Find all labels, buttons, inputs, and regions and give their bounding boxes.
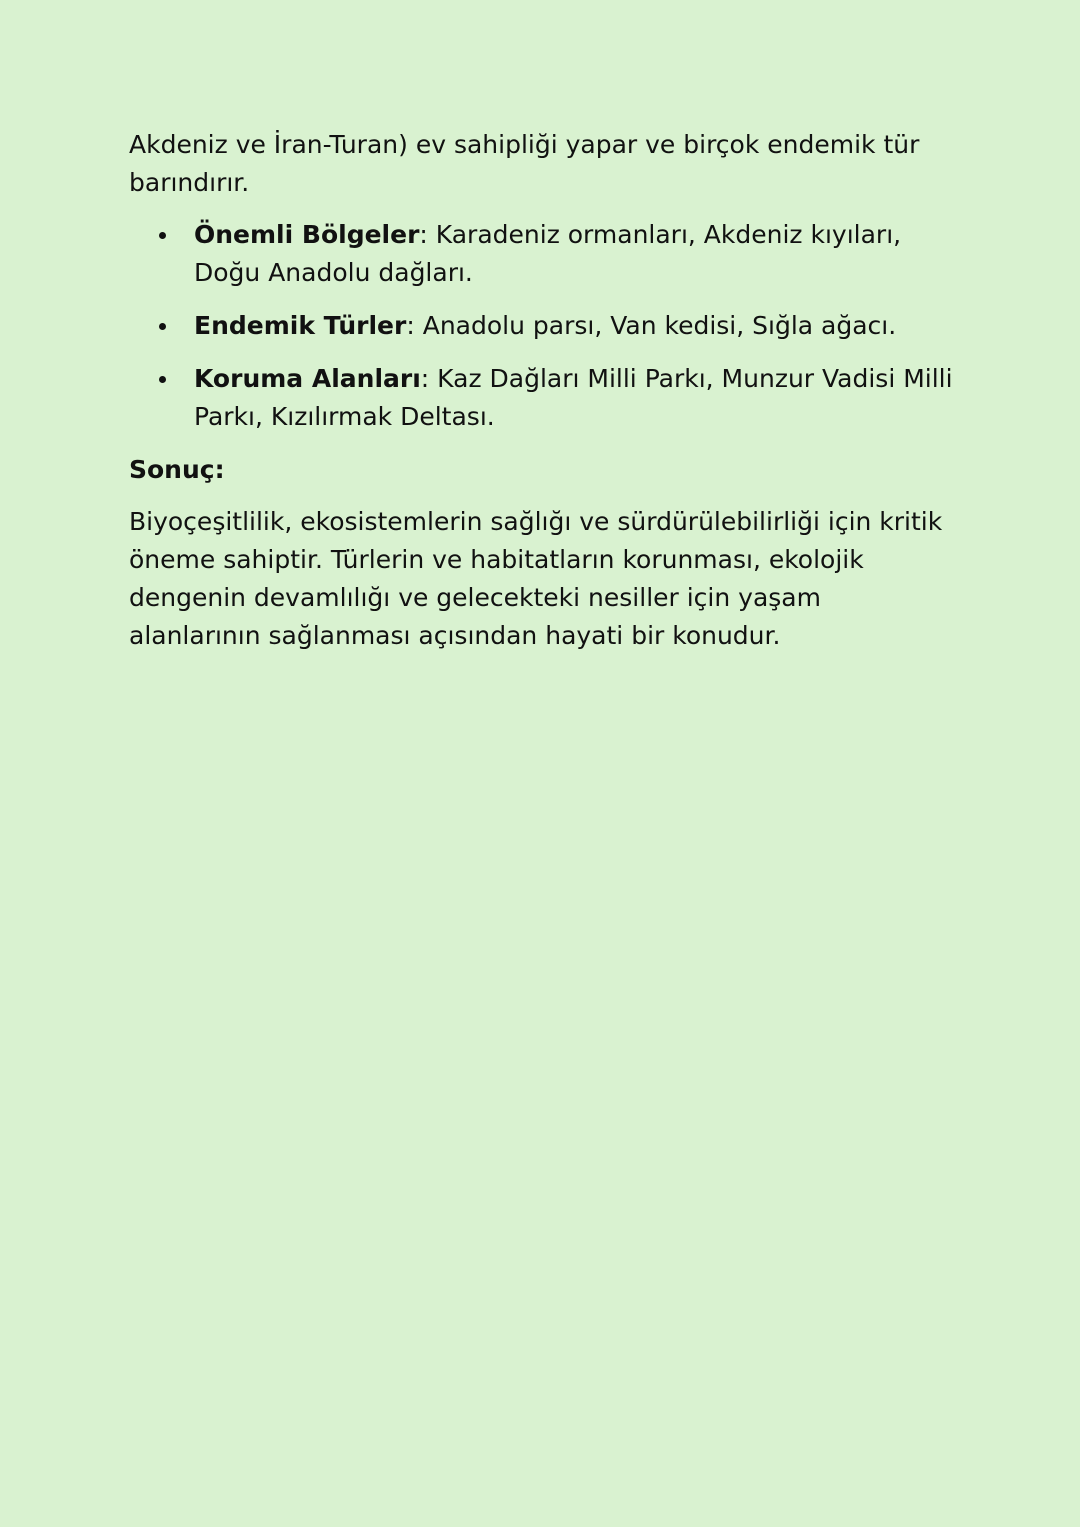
conclusion-heading: Sonuç: <box>129 455 225 484</box>
list-item-term: Koruma Alanları <box>194 364 421 393</box>
conclusion-paragraph: Biyoçeşitlilik, ekosistemlerin sağlığı ve sürdürülebilirliği için kritik öneme sahiptir. Türlerin ve habitatların korunması, ekolojik dengenin devamlılığı ve gelecekteki nesiller için yaşam alanlarının sağlanması açısından hayati bir konudur. <box>129 507 943 650</box>
list-item-term: Önemli Bölgeler <box>194 220 420 249</box>
bullet-list <box>129 216 959 436</box>
document-page <box>129 126 959 655</box>
list-item-separator: : <box>406 311 423 340</box>
intro-paragraph: Akdeniz ve İran-Turan) ev sahipliği yapar ve birçok endemik tür barındırır. <box>129 130 920 197</box>
list-item <box>129 360 959 436</box>
list-item-term: Endemik Türler <box>194 311 407 340</box>
bullet-dot-icon <box>159 232 166 239</box>
list-item-description: Anadolu parsı, Van kedisi, Sığla ağacı. <box>422 311 897 340</box>
bullet-dot-icon <box>159 376 166 383</box>
list-item <box>129 216 959 292</box>
list-item <box>129 307 959 345</box>
bullet-dot-icon <box>159 323 166 330</box>
list-item-separator: : <box>419 220 436 249</box>
list-item-separator: : <box>420 364 438 393</box>
list-item-description: Kaz Dağları Milli Parkı, Munzur Vadisi Milli Parkı, Kızılırmak Deltası. <box>194 364 953 431</box>
list-item-description: Karadeniz ormanları, Akdeniz kıyıları, Doğu Anadolu dağları. <box>194 220 902 287</box>
